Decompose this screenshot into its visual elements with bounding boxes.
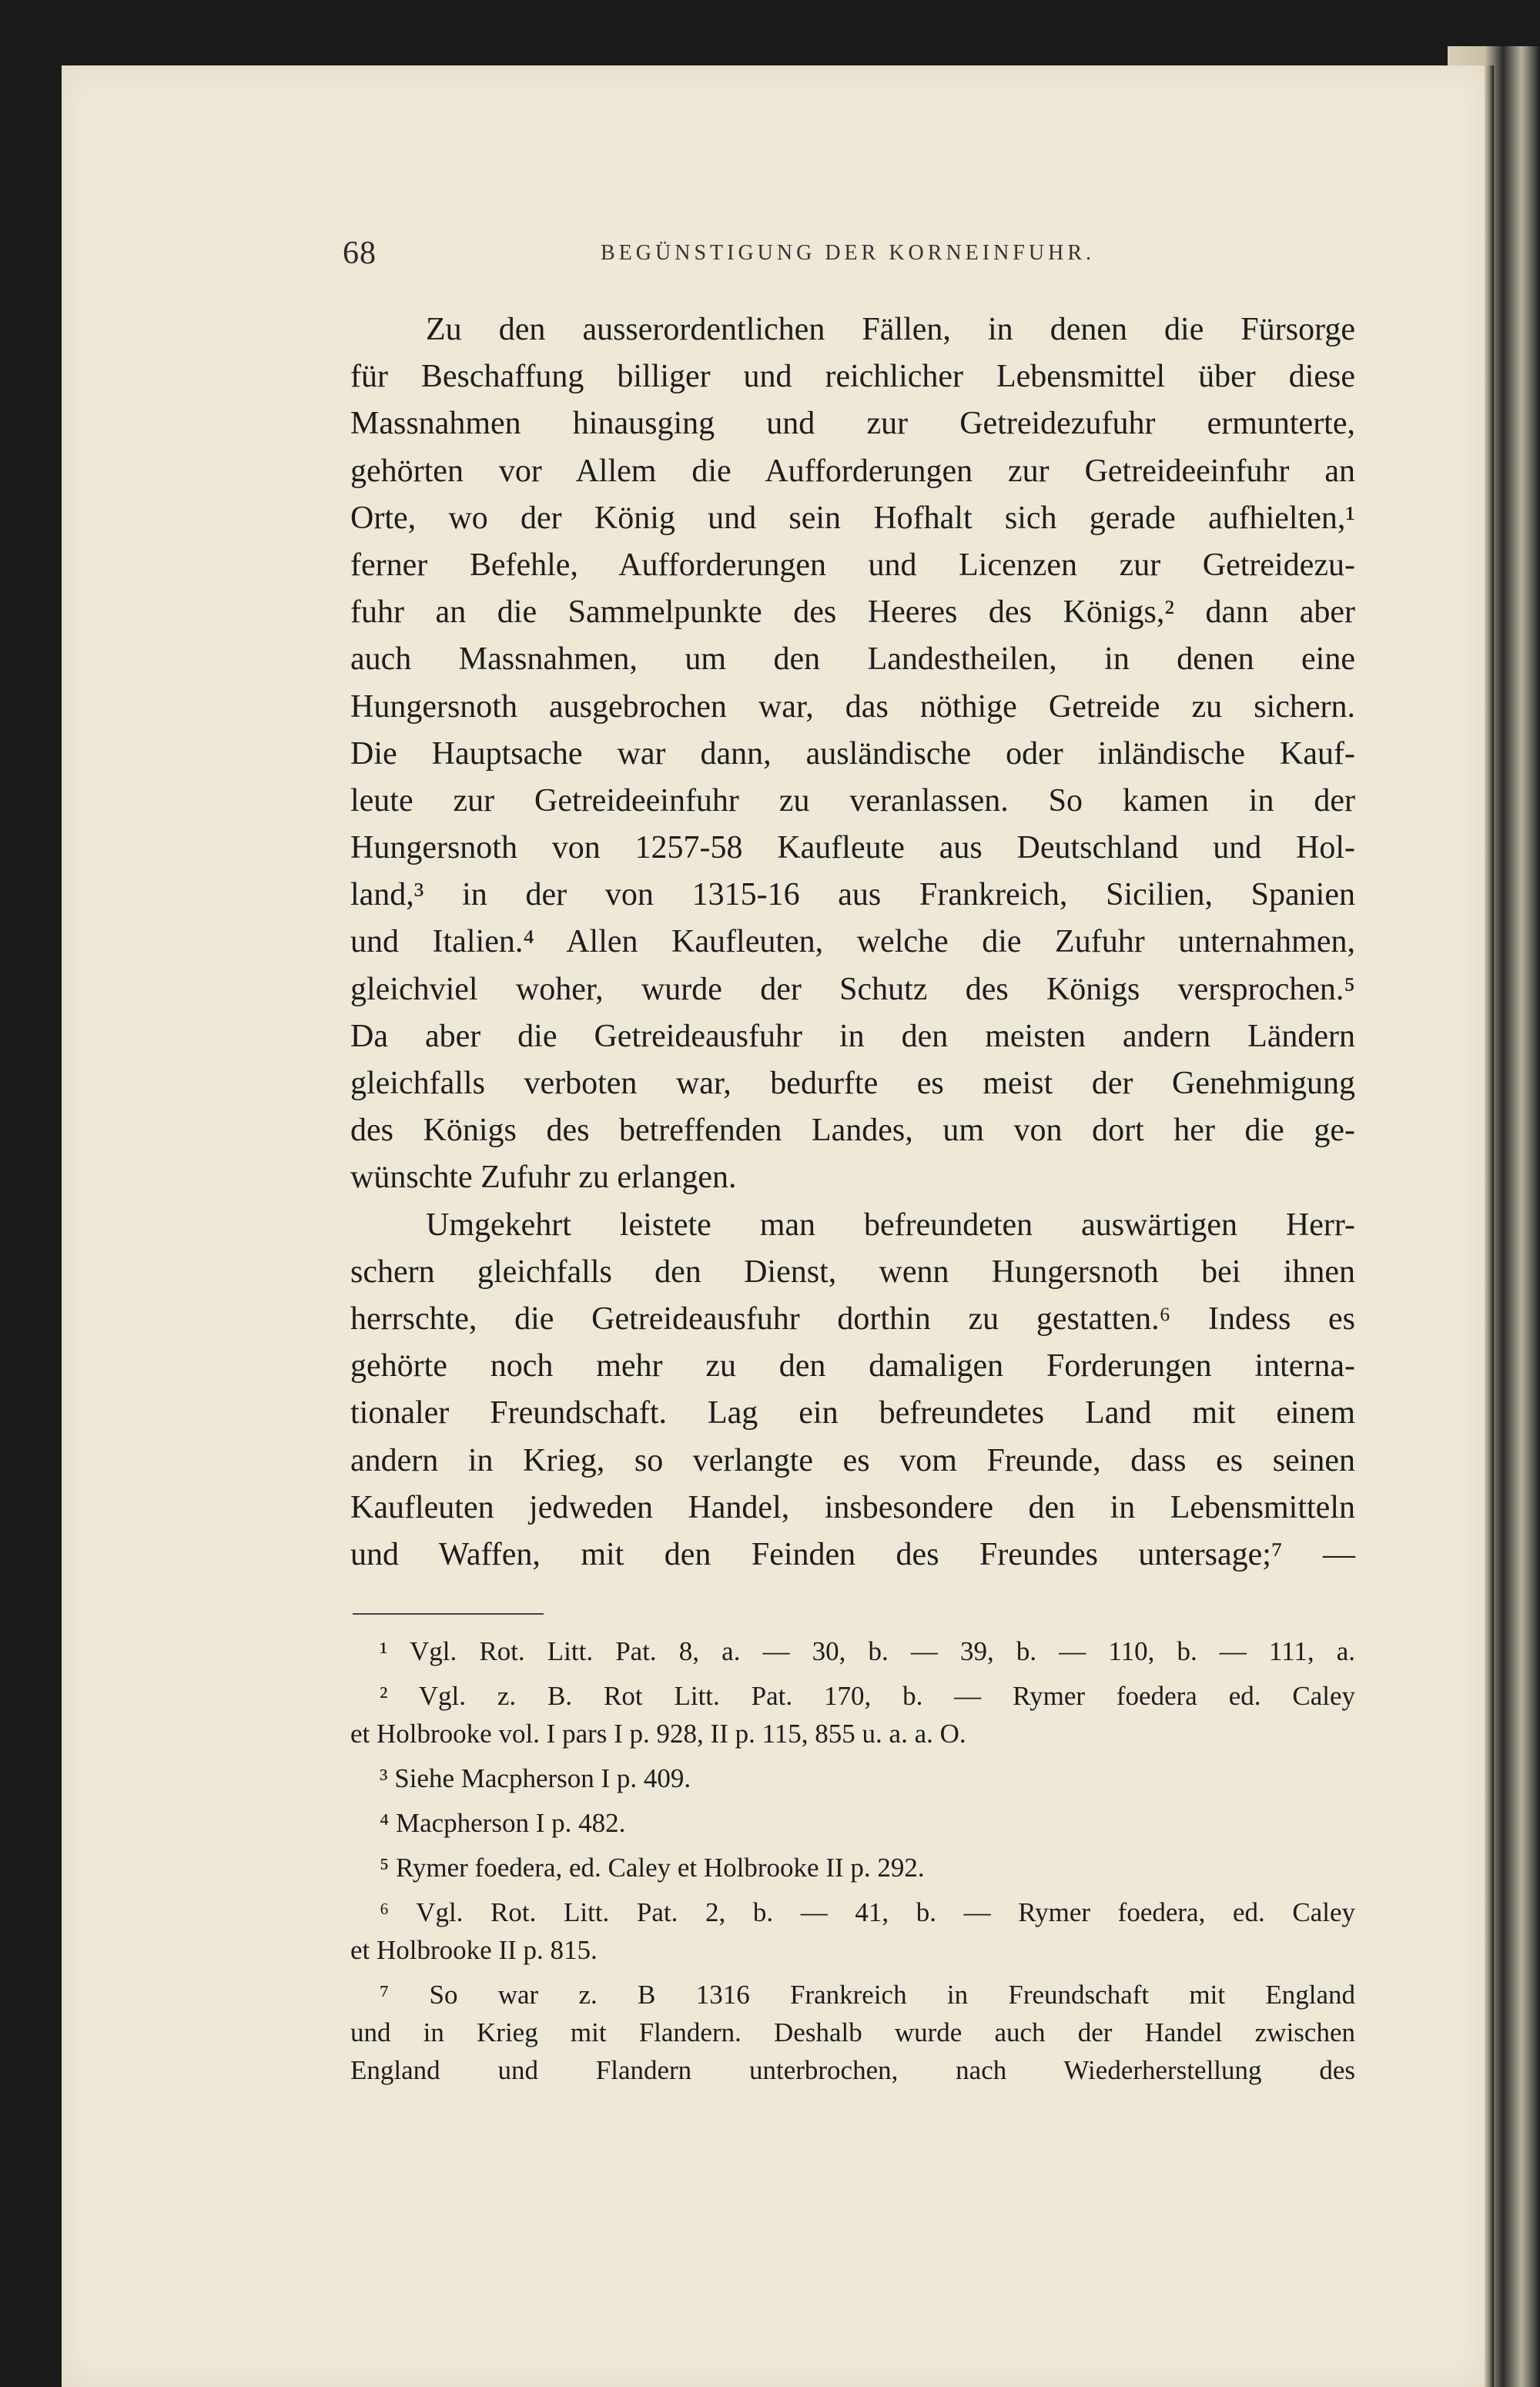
text-line: wünschte Zufuhr zu erlangen.	[350, 1160, 737, 1196]
text-line: tionaler Freundschaft. Lag ein befreundetes Land mit einem	[350, 1395, 1355, 1431]
text-line: gleichviel woher, wurde der Schutz des Königs versprochen.⁵	[350, 971, 1355, 1007]
footnote-line: ³ Siehe Macpherson I p. 409.	[380, 1763, 691, 1793]
text-line: Zu den ausserordentlichen Fällen, in denen die Fürsorge	[426, 312, 1355, 347]
footnote-separator	[353, 1613, 544, 1615]
footnote-line: ¹ Vgl. Rot. Litt. Pat. 8, a. — 30, b. — 39, b. — 110, b. — 111, a.	[380, 1636, 1355, 1666]
footnotes	[350, 1632, 1355, 2089]
text-line: und Italien.⁴ Allen Kaufleuten, welche die Zufuhr unternahmen,	[350, 924, 1355, 960]
text-line: des Königs des betreffenden Landes, um von dort her die ge-	[350, 1113, 1355, 1149]
footnote-line: ⁷ So war z. B 1316 Frankreich in Freundschaft mit England	[380, 1980, 1355, 2010]
footnote-line: ⁶ Vgl. Rot. Litt. Pat. 2, b. — 41, b. — Rymer foedera, ed. Caley	[380, 1897, 1355, 1927]
footnote-line: ⁵ Rymer foedera, ed. Caley et Holbrooke II p. 292.	[380, 1853, 925, 1883]
text-line: fuhr an die Sammelpunkte des Heeres des Königs,² dann aber	[350, 594, 1355, 631]
text-line: auch Massnahmen, um den Landestheilen, in denen eine	[350, 641, 1355, 678]
text-line: Hungersnoth von 1257-58 Kaufleute aus Deutschland und Hol-	[350, 830, 1355, 866]
text-line: herrschte, die Getreideausfuhr dorthin zu gestatten.⁶ Indess es	[350, 1301, 1355, 1337]
page-number: 68	[343, 236, 377, 271]
page-header	[343, 235, 1348, 281]
footnote-line: England und Flandern unterbrochen, nach Wiederherstellung des	[350, 2055, 1355, 2085]
text-line: Umgekehrt leistete man befreundeten auswärtigen Herr-	[426, 1207, 1355, 1243]
footnote-line: et Holbrooke II p. 815.	[350, 1935, 598, 1965]
text-line: Die Hauptsache war dann, ausländische oder inländische Kauf-	[350, 735, 1355, 772]
footnote-line: ² Vgl. z. B. Rot Litt. Pat. 170, b. — Rymer foedera ed. Caley	[380, 1681, 1355, 1711]
text-line: Orte, wo der König und sein Hofhalt sich gerade aufhielten,¹	[350, 500, 1355, 536]
footnote-line: ⁴ Macpherson I p. 482.	[380, 1808, 626, 1838]
text-line: für Beschaffung billiger und reichlicher Lebensmittel über diese	[350, 359, 1355, 395]
text-line: Da aber die Getreideausfuhr in den meisten andern Ländern	[350, 1018, 1355, 1054]
page-fold-shadow	[1485, 65, 1494, 2387]
text-line: ferner Befehle, Aufforderungen und Licenzen zur Getreidezu-	[350, 547, 1355, 583]
text-line: Kaufleuten jedweden Handel, insbesondere den in Lebensmitteln	[350, 1489, 1355, 1525]
text-line: gehörten vor Allem die Aufforderungen zur Getreideeinfuhr an	[350, 453, 1355, 489]
text-line: gleichfalls verboten war, bedurfte es meist der Genehmigung	[350, 1066, 1355, 1101]
text-line: land,³ in der von 1315-16 aus Frankreich, Sicilien, Spanien	[350, 877, 1355, 913]
text-line: leute zur Getreideeinfuhr zu veranlassen. So kamen in der	[350, 782, 1355, 819]
text-line: andern in Krieg, so verlangte es vom Freunde, dass es seinen	[350, 1442, 1355, 1478]
text-line: schern gleichfalls den Dienst, wenn Hungersnoth bei ihnen	[350, 1254, 1355, 1290]
footnote-line: und in Krieg mit Flandern. Deshalb wurde auch der Handel zwischen	[350, 2017, 1355, 2047]
text-line: Massnahmen hinausging und zur Getreidezufuhr ermunterte,	[350, 406, 1355, 442]
running-head: BEGÜNSTIGUNG DER KORNEINFUHR.	[601, 241, 1095, 265]
text-line: und Waffen, mit den Feinden des Freundes untersage;⁷ —	[350, 1536, 1355, 1572]
text-line: Hungersnoth ausgebrochen war, das nöthige Getreide zu sichern.	[350, 688, 1355, 725]
footnote-line: et Holbrooke vol. I pars I p. 928, II p. 115, 855 u. a. a. O.	[350, 1719, 966, 1749]
text-line: gehörte noch mehr zu den damaligen Forderungen interna-	[350, 1348, 1355, 1384]
body-text	[350, 306, 1355, 1578]
